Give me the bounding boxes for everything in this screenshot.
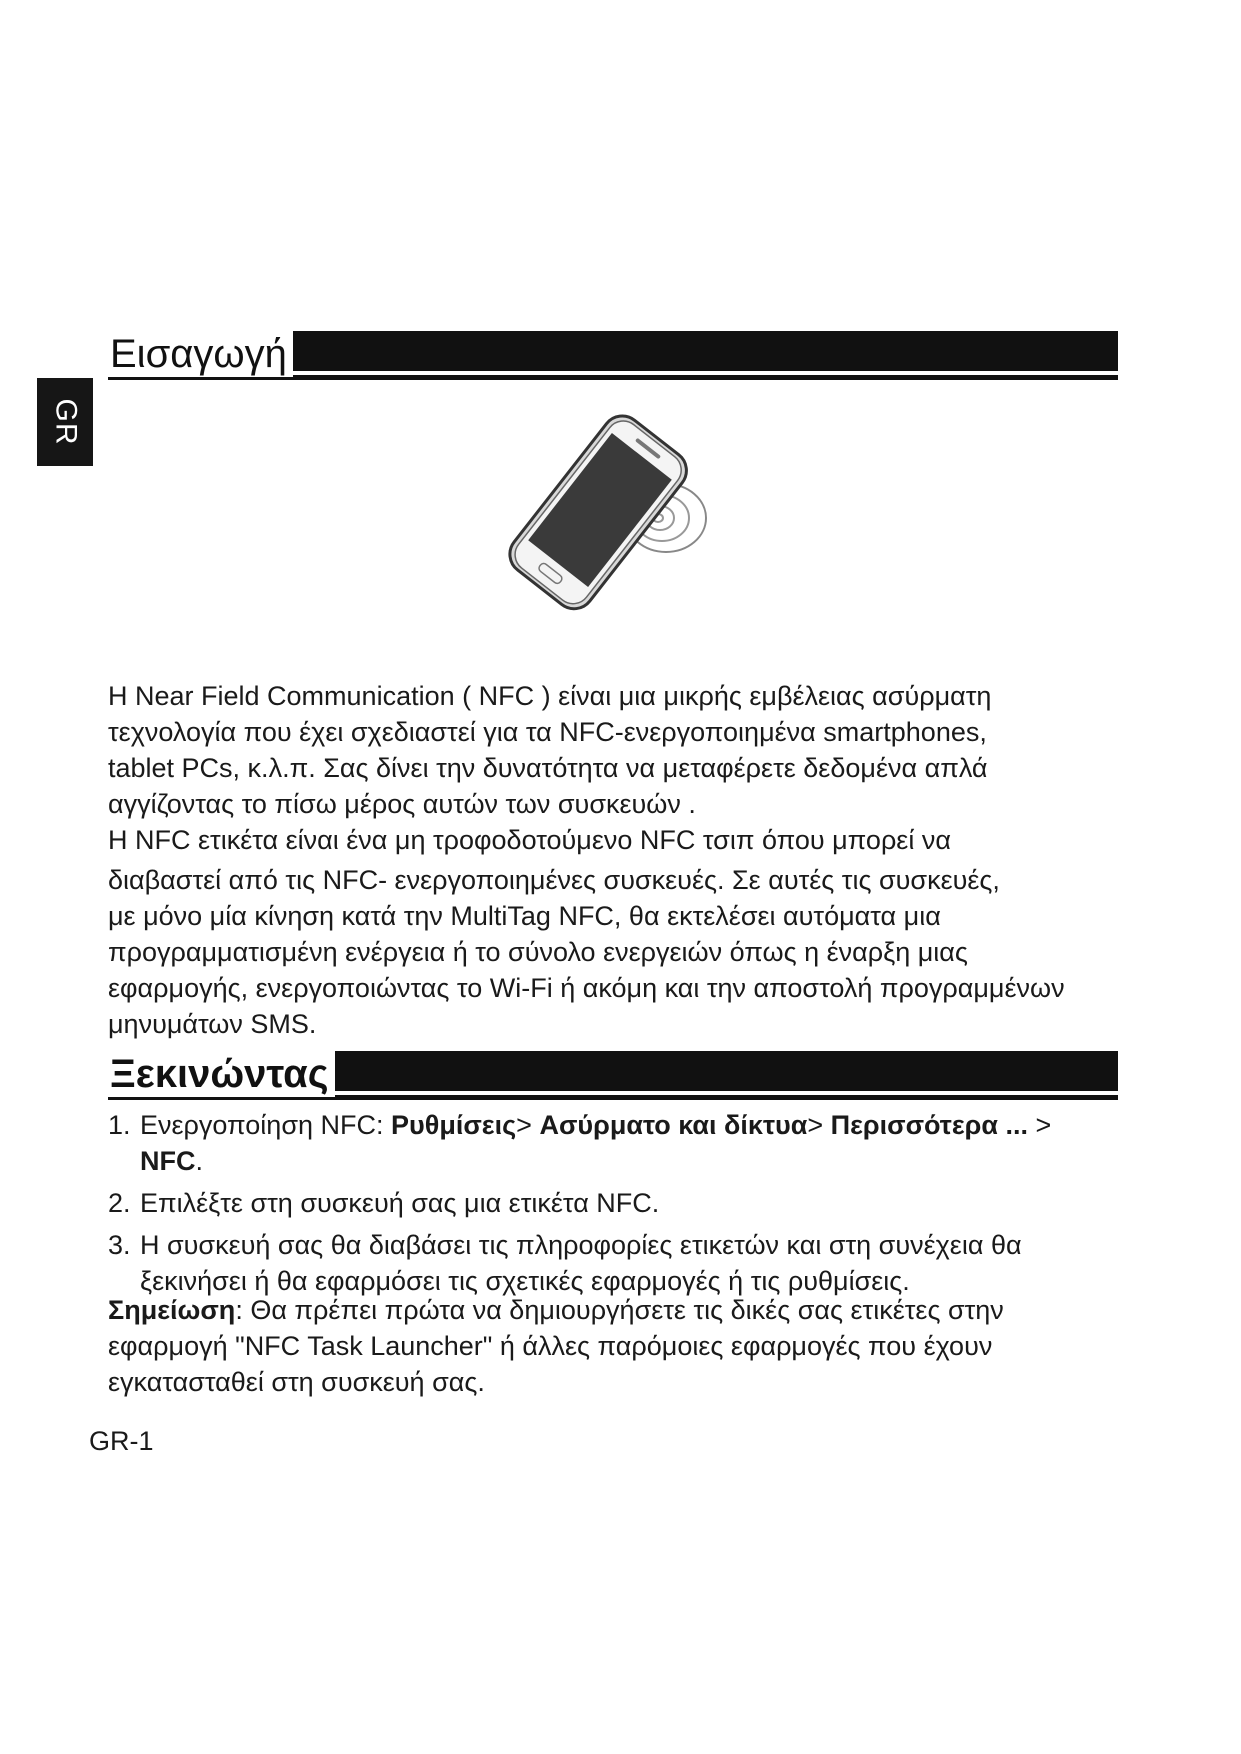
intro-line: αγγίζοντας το πίσω μέρος αυτών των συσκευών . [108,789,696,819]
note-text: : Θα πρέπει πρώτα να δημιουργήσετε τις δικές σας ετικέτες στην [235,1295,1004,1325]
note-paragraph [108,1292,1138,1400]
note-text: εφαρμογή "NFC Task Launcher" ή άλλες παρόμοιες εφαρμογές που έχουν [108,1331,993,1361]
menu-path-wireless: Ασύρματο και δίκτυα [539,1110,808,1140]
introduction-paragraph [108,678,1138,1042]
section-header-getting-started [108,1051,1118,1095]
intro-line: Η NFC ετικέτα είναι ένα μη τροφοδοτούμενο NFC τσιπ όπου μπορεί να [108,825,951,855]
intro-line: διαβαστεί από τις NFC- ενεργοποιημένες συσκευές. Σε αυτές τις συσκευές, [108,865,1000,895]
step-text: Επιλέξτε στη συσκευή σας μια ετικέτα NFC. [140,1188,660,1218]
step-text: Ενεργοποίηση NFC: [140,1110,391,1140]
section-header-introduction [108,331,1118,375]
language-tab-label: GR [49,398,82,446]
intro-line: Η Near Field Communication ( NFC ) είναι μια μικρής εμβέλειας ασύρματη [108,681,992,711]
note-label: Σημείωση [108,1295,236,1325]
step-number: 3. [108,1230,131,1260]
intro-line: με μόνο μία κίνηση κατά την MultiTag NFC, θα εκτελέσει αυτόματα μια [108,901,941,931]
steps-list [108,1107,1138,1305]
intro-line: tablet PCs, κ.λ.π. Σας δίνει την δυνατότητα να μεταφέρετε δεδομένα απλά [108,753,988,783]
intro-line: μηνυμάτων SMS. [108,1009,317,1039]
menu-path-nfc: NFC [140,1146,196,1176]
menu-path-settings: Ρυθμίσεις [391,1110,517,1140]
step-number: 1. [108,1110,131,1140]
step-end: . [195,1146,204,1176]
intro-line: τεχνολογία που έχει σχεδιαστεί για τα NFC-ενεργοποιημένα smartphones, [108,717,987,747]
section-title-getting-started: Ξεκινώντας [108,1051,335,1097]
phone-touching-nfc-tag-icon [490,400,730,630]
step-item [108,1185,1138,1221]
step-number: 2. [108,1188,131,1218]
language-tab [37,378,93,466]
step-item [108,1227,1138,1299]
step-text: ξεκινήσει ή θα εφαρμόσει τις σχετικές εφαρμογές ή τις ρυθμίσεις. [140,1266,910,1296]
step-text: Η συσκευή σας θα διαβάσει τις πληροφορίες ετικετών και στη συνέχεια θα [140,1230,1022,1260]
note-text: εγκατασταθεί στη συσκευή σας. [108,1367,485,1397]
intro-line: εφαρμογής, ενεργοποιώντας το Wi-Fi ή ακόμη και την αποστολή προγραμμένων [108,973,1065,1003]
path-separator: > [1027,1110,1052,1140]
intro-line: προγραμματισμένη ενέργεια ή το σύνολο ενεργειών όπως η έναρξη μιας [108,937,968,967]
path-separator: > [516,1110,540,1140]
section-title-introduction: Εισαγωγή [108,331,293,377]
page-number: GR-1 [89,1426,154,1456]
step-item [108,1107,1138,1179]
path-separator: > [807,1110,831,1140]
menu-path-more: Περισσότερα ... [830,1110,1028,1140]
